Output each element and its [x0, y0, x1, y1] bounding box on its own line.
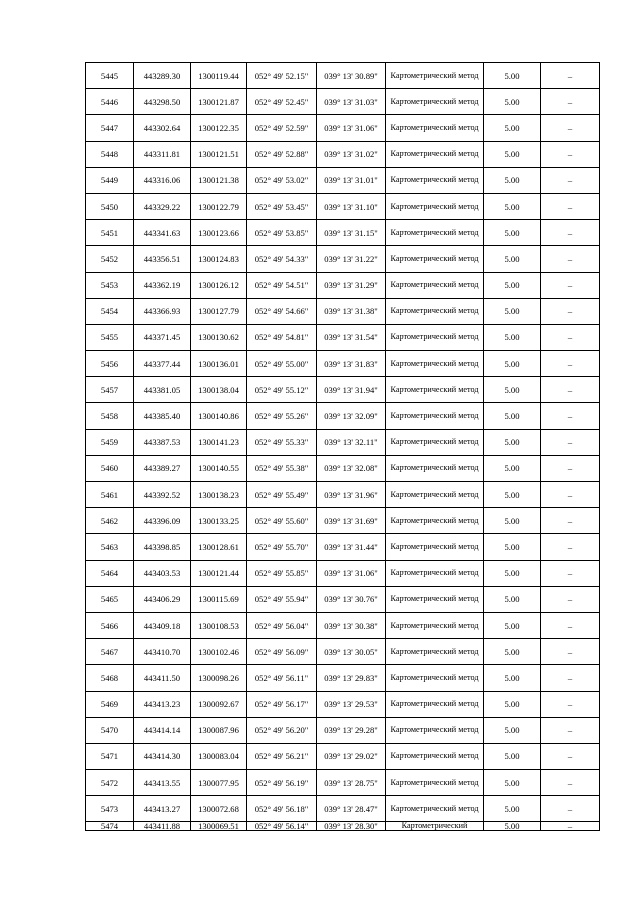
method-cell: Картометрический метод: [386, 691, 484, 717]
latitude-cell: 052° 49' 53.85": [247, 220, 317, 246]
method-cell: Картометрический метод: [386, 403, 484, 429]
latitude-cell: 052° 49' 55.85": [247, 560, 317, 586]
x-coordinate-cell: 443362.19: [134, 272, 191, 298]
accuracy-cell: 5.00: [484, 63, 541, 89]
latitude-cell: 052° 49' 56.14": [247, 822, 317, 831]
point-number-cell: 5450: [86, 193, 134, 219]
method-cell: Картометрический метод: [386, 717, 484, 743]
longitude-cell: 039° 13' 30.76": [317, 586, 386, 612]
longitude-cell: 039° 13' 31.22": [317, 246, 386, 272]
note-cell: –: [541, 89, 600, 115]
latitude-cell: 052° 49' 55.12": [247, 377, 317, 403]
y-coordinate-cell: 1300128.61: [191, 534, 247, 560]
y-coordinate-cell: 1300119.44: [191, 63, 247, 89]
point-number-cell: 5472: [86, 770, 134, 796]
note-cell: –: [541, 246, 600, 272]
table-row: [86, 220, 600, 246]
table-row: [86, 482, 600, 508]
point-number-cell: 5466: [86, 612, 134, 638]
accuracy-cell: 5.00: [484, 612, 541, 638]
note-cell: –: [541, 665, 600, 691]
table-row: [86, 717, 600, 743]
x-coordinate-cell: 443406.29: [134, 586, 191, 612]
accuracy-cell: 5.00: [484, 796, 541, 822]
y-coordinate-cell: 1300121.44: [191, 560, 247, 586]
method-cell: Картометрический метод: [386, 770, 484, 796]
point-number-cell: 5471: [86, 743, 134, 769]
note-cell: –: [541, 403, 600, 429]
point-number-cell: 5461: [86, 482, 134, 508]
x-coordinate-cell: 443410.70: [134, 639, 191, 665]
method-cell: Картометрический метод: [386, 639, 484, 665]
note-cell: –: [541, 141, 600, 167]
x-coordinate-cell: 443396.09: [134, 508, 191, 534]
method-cell: Картометрический: [386, 822, 484, 831]
y-coordinate-cell: 1300122.79: [191, 193, 247, 219]
method-cell: Картометрический метод: [386, 560, 484, 586]
accuracy-cell: 5.00: [484, 403, 541, 429]
point-number-cell: 5452: [86, 246, 134, 272]
note-cell: –: [541, 796, 600, 822]
y-coordinate-cell: 1300083.04: [191, 743, 247, 769]
latitude-cell: 052° 49' 52.59": [247, 115, 317, 141]
method-cell: Картометрический метод: [386, 612, 484, 638]
method-cell: Картометрический метод: [386, 455, 484, 481]
latitude-cell: 052° 49' 56.09": [247, 639, 317, 665]
x-coordinate-cell: 443413.55: [134, 770, 191, 796]
y-coordinate-cell: 1300108.53: [191, 612, 247, 638]
note-cell: –: [541, 612, 600, 638]
y-coordinate-cell: 1300098.26: [191, 665, 247, 691]
note-cell: –: [541, 377, 600, 403]
table-row: [86, 115, 600, 141]
latitude-cell: 052° 49' 55.94": [247, 586, 317, 612]
longitude-cell: 039° 13' 29.02": [317, 743, 386, 769]
method-cell: Картометрический метод: [386, 377, 484, 403]
point-number-cell: 5445: [86, 63, 134, 89]
longitude-cell: 039° 13' 31.83": [317, 351, 386, 377]
latitude-cell: 052° 49' 53.45": [247, 193, 317, 219]
latitude-cell: 052° 49' 54.51": [247, 272, 317, 298]
x-coordinate-cell: 443411.50: [134, 665, 191, 691]
latitude-cell: 052° 49' 52.45": [247, 89, 317, 115]
latitude-cell: 052° 49' 52.88": [247, 141, 317, 167]
latitude-cell: 052° 49' 55.38": [247, 455, 317, 481]
x-coordinate-cell: 443413.27: [134, 796, 191, 822]
longitude-cell: 039° 13' 31.10": [317, 193, 386, 219]
x-coordinate-cell: 443302.64: [134, 115, 191, 141]
table-row: [86, 743, 600, 769]
note-cell: –: [541, 429, 600, 455]
table-row: [86, 455, 600, 481]
y-coordinate-cell: 1300077.95: [191, 770, 247, 796]
point-number-cell: 5446: [86, 89, 134, 115]
longitude-cell: 039° 13' 29.53": [317, 691, 386, 717]
table-row: [86, 167, 600, 193]
table-row: [86, 63, 600, 89]
method-cell: Картометрический метод: [386, 743, 484, 769]
accuracy-cell: 5.00: [484, 717, 541, 743]
accuracy-cell: 5.00: [484, 639, 541, 665]
point-number-cell: 5451: [86, 220, 134, 246]
point-number-cell: 5447: [86, 115, 134, 141]
accuracy-cell: 5.00: [484, 455, 541, 481]
x-coordinate-cell: 443381.05: [134, 377, 191, 403]
y-coordinate-cell: 1300123.66: [191, 220, 247, 246]
coordinates-table: [85, 62, 600, 831]
x-coordinate-cell: 443377.44: [134, 351, 191, 377]
longitude-cell: 039° 13' 31.01": [317, 167, 386, 193]
x-coordinate-cell: 443413.23: [134, 691, 191, 717]
point-number-cell: 5473: [86, 796, 134, 822]
method-cell: Картометрический метод: [386, 534, 484, 560]
longitude-cell: 039° 13' 31.54": [317, 324, 386, 350]
latitude-cell: 052° 49' 56.04": [247, 612, 317, 638]
x-coordinate-cell: 443398.85: [134, 534, 191, 560]
note-cell: –: [541, 167, 600, 193]
point-number-cell: 5458: [86, 403, 134, 429]
latitude-cell: 052° 49' 55.60": [247, 508, 317, 534]
y-coordinate-cell: 1300136.01: [191, 351, 247, 377]
table-row: [86, 403, 600, 429]
y-coordinate-cell: 1300127.79: [191, 298, 247, 324]
note-cell: –: [541, 272, 600, 298]
y-coordinate-cell: 1300087.96: [191, 717, 247, 743]
note-cell: –: [541, 822, 600, 831]
y-coordinate-cell: 1300141.23: [191, 429, 247, 455]
x-coordinate-cell: 443329.22: [134, 193, 191, 219]
longitude-cell: 039° 13' 30.89": [317, 63, 386, 89]
accuracy-cell: 5.00: [484, 482, 541, 508]
latitude-cell: 052° 49' 54.66": [247, 298, 317, 324]
table-row: [86, 665, 600, 691]
method-cell: Картометрический метод: [386, 115, 484, 141]
longitude-cell: 039° 13' 32.08": [317, 455, 386, 481]
longitude-cell: 039° 13' 31.29": [317, 272, 386, 298]
method-cell: Картометрический метод: [386, 272, 484, 298]
method-cell: Картометрический метод: [386, 141, 484, 167]
point-number-cell: 5464: [86, 560, 134, 586]
point-number-cell: 5459: [86, 429, 134, 455]
point-number-cell: 5462: [86, 508, 134, 534]
y-coordinate-cell: 1300115.69: [191, 586, 247, 612]
accuracy-cell: 5.00: [484, 193, 541, 219]
accuracy-cell: 5.00: [484, 560, 541, 586]
longitude-cell: 039° 13' 31.96": [317, 482, 386, 508]
y-coordinate-cell: 1300138.04: [191, 377, 247, 403]
method-cell: Картометрический метод: [386, 586, 484, 612]
note-cell: –: [541, 482, 600, 508]
table-row: [86, 639, 600, 665]
latitude-cell: 052° 49' 55.26": [247, 403, 317, 429]
table-row: [86, 691, 600, 717]
y-coordinate-cell: 1300092.67: [191, 691, 247, 717]
table-row: [86, 612, 600, 638]
table-row: [86, 324, 600, 350]
longitude-cell: 039° 13' 31.06": [317, 115, 386, 141]
method-cell: Картометрический метод: [386, 796, 484, 822]
method-cell: Картометрический метод: [386, 220, 484, 246]
x-coordinate-cell: 443366.93: [134, 298, 191, 324]
x-coordinate-cell: 443311.81: [134, 141, 191, 167]
y-coordinate-cell: 1300126.12: [191, 272, 247, 298]
accuracy-cell: 5.00: [484, 351, 541, 377]
longitude-cell: 039° 13' 31.06": [317, 560, 386, 586]
longitude-cell: 039° 13' 31.69": [317, 508, 386, 534]
accuracy-cell: 5.00: [484, 324, 541, 350]
table-row: [86, 770, 600, 796]
point-number-cell: 5474: [86, 822, 134, 831]
latitude-cell: 052° 49' 56.11": [247, 665, 317, 691]
longitude-cell: 039° 13' 29.28": [317, 717, 386, 743]
latitude-cell: 052° 49' 56.17": [247, 691, 317, 717]
accuracy-cell: 5.00: [484, 89, 541, 115]
point-number-cell: 5469: [86, 691, 134, 717]
note-cell: –: [541, 639, 600, 665]
point-number-cell: 5449: [86, 167, 134, 193]
note-cell: –: [541, 193, 600, 219]
accuracy-cell: 5.00: [484, 508, 541, 534]
table-row: [86, 429, 600, 455]
accuracy-cell: 5.00: [484, 298, 541, 324]
accuracy-cell: 5.00: [484, 167, 541, 193]
note-cell: –: [541, 115, 600, 141]
method-cell: Картометрический метод: [386, 63, 484, 89]
note-cell: –: [541, 298, 600, 324]
point-number-cell: 5463: [86, 534, 134, 560]
accuracy-cell: 5.00: [484, 770, 541, 796]
note-cell: –: [541, 770, 600, 796]
y-coordinate-cell: 1300140.86: [191, 403, 247, 429]
y-coordinate-cell: 1300133.25: [191, 508, 247, 534]
x-coordinate-cell: 443316.06: [134, 167, 191, 193]
accuracy-cell: 5.00: [484, 822, 541, 831]
x-coordinate-cell: 443289.30: [134, 63, 191, 89]
longitude-cell: 039° 13' 32.09": [317, 403, 386, 429]
point-number-cell: 5448: [86, 141, 134, 167]
table-row: [86, 351, 600, 377]
longitude-cell: 039° 13' 31.03": [317, 89, 386, 115]
point-number-cell: 5454: [86, 298, 134, 324]
point-number-cell: 5467: [86, 639, 134, 665]
table-row: [86, 89, 600, 115]
x-coordinate-cell: 443392.52: [134, 482, 191, 508]
latitude-cell: 052° 49' 55.00": [247, 351, 317, 377]
y-coordinate-cell: 1300130.62: [191, 324, 247, 350]
table-row: [86, 193, 600, 219]
note-cell: –: [541, 743, 600, 769]
latitude-cell: 052° 49' 55.49": [247, 482, 317, 508]
latitude-cell: 052° 49' 53.02": [247, 167, 317, 193]
accuracy-cell: 5.00: [484, 743, 541, 769]
note-cell: –: [541, 586, 600, 612]
latitude-cell: 052° 49' 54.33": [247, 246, 317, 272]
x-coordinate-cell: 443414.30: [134, 743, 191, 769]
note-cell: –: [541, 508, 600, 534]
table-row: [86, 298, 600, 324]
y-coordinate-cell: 1300069.51: [191, 822, 247, 831]
accuracy-cell: 5.00: [484, 691, 541, 717]
y-coordinate-cell: 1300121.51: [191, 141, 247, 167]
latitude-cell: 052° 49' 55.70": [247, 534, 317, 560]
x-coordinate-cell: 443409.18: [134, 612, 191, 638]
longitude-cell: 039° 13' 30.05": [317, 639, 386, 665]
latitude-cell: 052° 49' 56.18": [247, 796, 317, 822]
method-cell: Картометрический метод: [386, 89, 484, 115]
method-cell: Картометрический метод: [386, 193, 484, 219]
table-row: [86, 141, 600, 167]
note-cell: –: [541, 691, 600, 717]
method-cell: Картометрический метод: [386, 508, 484, 534]
note-cell: –: [541, 455, 600, 481]
point-number-cell: 5468: [86, 665, 134, 691]
latitude-cell: 052° 49' 56.21": [247, 743, 317, 769]
longitude-cell: 039° 13' 32.11": [317, 429, 386, 455]
note-cell: –: [541, 717, 600, 743]
table-row: [86, 508, 600, 534]
method-cell: Картометрический метод: [386, 324, 484, 350]
longitude-cell: 039° 13' 28.75": [317, 770, 386, 796]
method-cell: Картометрический метод: [386, 351, 484, 377]
longitude-cell: 039° 13' 28.47": [317, 796, 386, 822]
y-coordinate-cell: 1300122.35: [191, 115, 247, 141]
longitude-cell: 039° 13' 31.15": [317, 220, 386, 246]
longitude-cell: 039° 13' 29.83": [317, 665, 386, 691]
accuracy-cell: 5.00: [484, 586, 541, 612]
point-number-cell: 5465: [86, 586, 134, 612]
table-row: [86, 560, 600, 586]
table-row: [86, 377, 600, 403]
method-cell: Картометрический метод: [386, 665, 484, 691]
method-cell: Картометрический метод: [386, 298, 484, 324]
longitude-cell: 039° 13' 30.38": [317, 612, 386, 638]
latitude-cell: 052° 49' 54.81": [247, 324, 317, 350]
table-body: [86, 63, 600, 831]
method-cell: Картометрический метод: [386, 429, 484, 455]
point-number-cell: 5456: [86, 351, 134, 377]
latitude-cell: 052° 49' 52.15": [247, 63, 317, 89]
x-coordinate-cell: 443403.53: [134, 560, 191, 586]
note-cell: –: [541, 324, 600, 350]
table-row: [86, 822, 600, 831]
table-row: [86, 246, 600, 272]
x-coordinate-cell: 443385.40: [134, 403, 191, 429]
y-coordinate-cell: 1300124.83: [191, 246, 247, 272]
point-number-cell: 5457: [86, 377, 134, 403]
y-coordinate-cell: 1300072.68: [191, 796, 247, 822]
y-coordinate-cell: 1300140.55: [191, 455, 247, 481]
note-cell: –: [541, 220, 600, 246]
accuracy-cell: 5.00: [484, 377, 541, 403]
latitude-cell: 052° 49' 56.19": [247, 770, 317, 796]
accuracy-cell: 5.00: [484, 534, 541, 560]
point-number-cell: 5470: [86, 717, 134, 743]
point-number-cell: 5460: [86, 455, 134, 481]
method-cell: Картометрический метод: [386, 167, 484, 193]
latitude-cell: 052° 49' 56.20": [247, 717, 317, 743]
note-cell: –: [541, 534, 600, 560]
x-coordinate-cell: 443414.14: [134, 717, 191, 743]
x-coordinate-cell: 443298.50: [134, 89, 191, 115]
accuracy-cell: 5.00: [484, 220, 541, 246]
table-row: [86, 586, 600, 612]
x-coordinate-cell: 443341.63: [134, 220, 191, 246]
longitude-cell: 039° 13' 31.94": [317, 377, 386, 403]
latitude-cell: 052° 49' 55.33": [247, 429, 317, 455]
x-coordinate-cell: 443387.53: [134, 429, 191, 455]
table-row: [86, 534, 600, 560]
x-coordinate-cell: 443389.27: [134, 455, 191, 481]
longitude-cell: 039° 13' 28.30": [317, 822, 386, 831]
y-coordinate-cell: 1300138.23: [191, 482, 247, 508]
note-cell: –: [541, 63, 600, 89]
table-row: [86, 272, 600, 298]
accuracy-cell: 5.00: [484, 665, 541, 691]
longitude-cell: 039° 13' 31.44": [317, 534, 386, 560]
y-coordinate-cell: 1300121.87: [191, 89, 247, 115]
point-number-cell: 5455: [86, 324, 134, 350]
accuracy-cell: 5.00: [484, 429, 541, 455]
accuracy-cell: 5.00: [484, 246, 541, 272]
table-row: [86, 796, 600, 822]
x-coordinate-cell: 443411.88: [134, 822, 191, 831]
method-cell: Картометрический метод: [386, 482, 484, 508]
x-coordinate-cell: 443371.45: [134, 324, 191, 350]
point-number-cell: 5453: [86, 272, 134, 298]
longitude-cell: 039° 13' 31.38": [317, 298, 386, 324]
x-coordinate-cell: 443356.51: [134, 246, 191, 272]
accuracy-cell: 5.00: [484, 272, 541, 298]
y-coordinate-cell: 1300121.38: [191, 167, 247, 193]
longitude-cell: 039° 13' 31.02": [317, 141, 386, 167]
y-coordinate-cell: 1300102.46: [191, 639, 247, 665]
accuracy-cell: 5.00: [484, 141, 541, 167]
method-cell: Картометрический метод: [386, 246, 484, 272]
accuracy-cell: 5.00: [484, 115, 541, 141]
note-cell: –: [541, 560, 600, 586]
note-cell: –: [541, 351, 600, 377]
